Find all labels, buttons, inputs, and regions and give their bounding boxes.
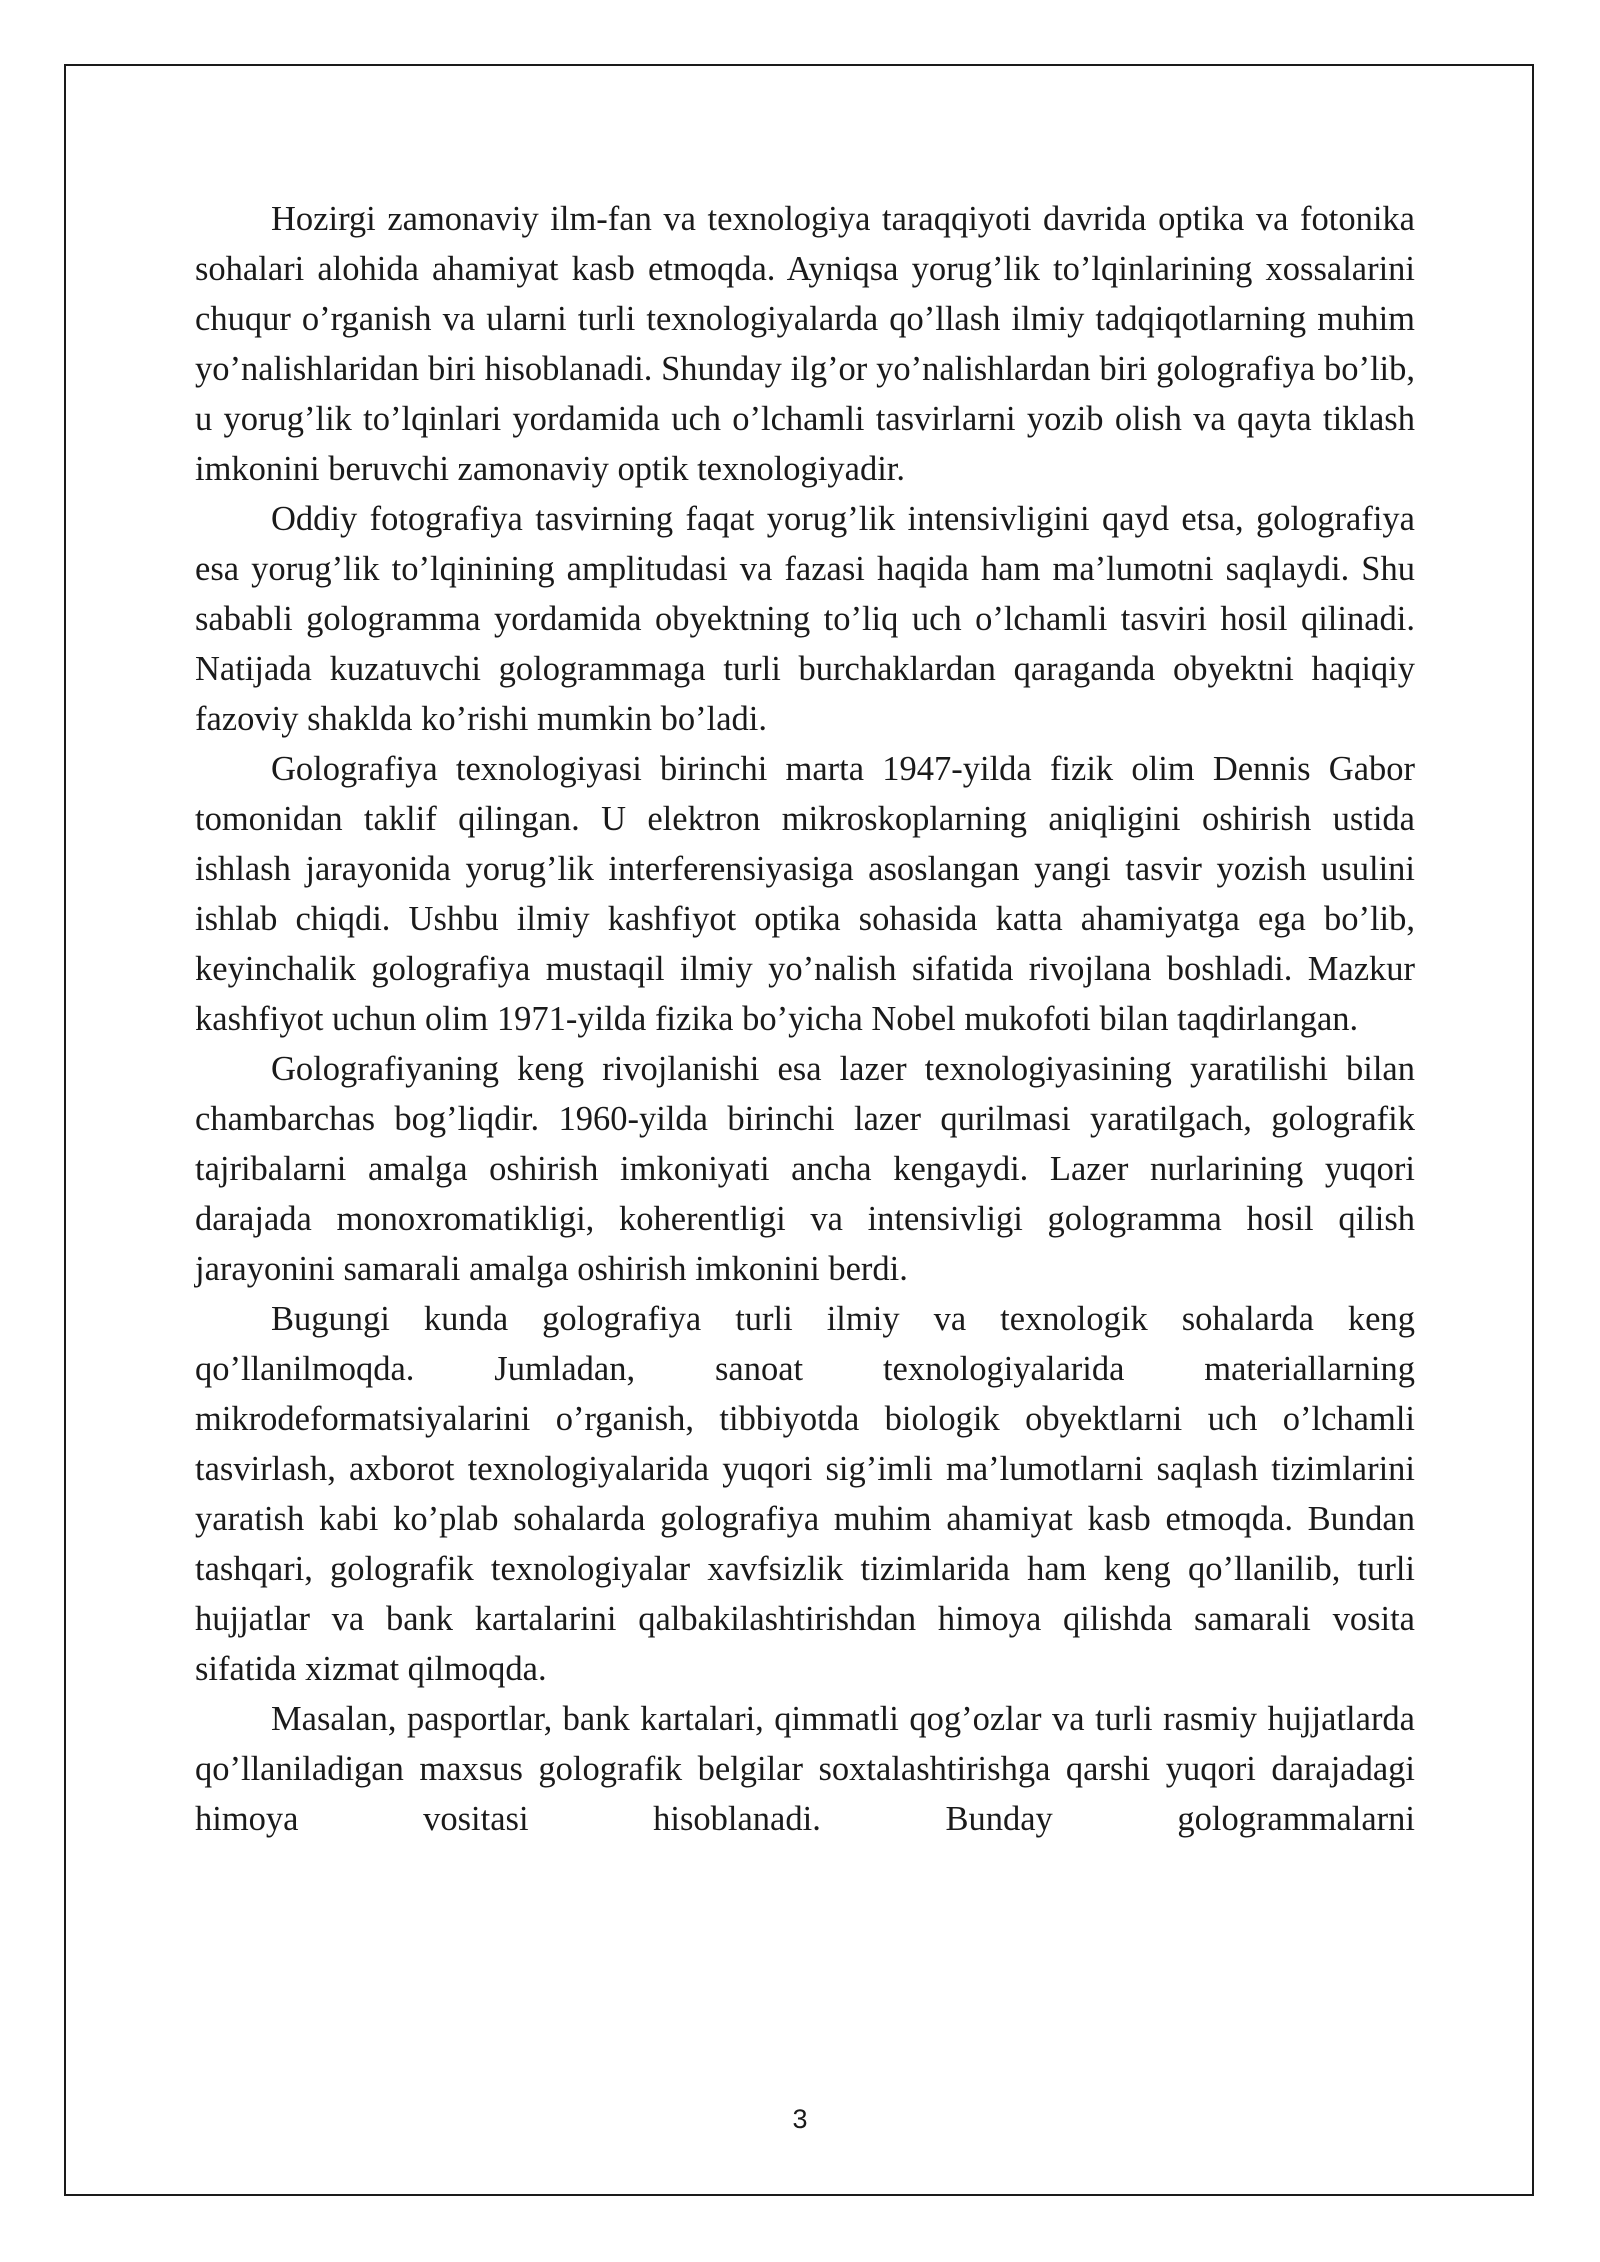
paragraph-fotografiya: Oddiy fotografiya tasvirning faqat yorug’lik intensivligini qayd etsa, golografiya esa yorug’lik to’lqinining amplitudasi va fazasi haqida ham ma’lumotni saqlaydi. Shu sababli gologramma yordamida obyektning to’liq uch o’lchamli tasviri hosil qilinadi. Natijada kuzatuvchi gologrammaga turli burchaklardan qaraganda obyektni haqiqiy fazoviy shaklda ko’rishi mumkin bo’ladi.	[195, 500, 1415, 738]
paragraph-gabor: Golografiya texnologiyasi birinchi marta 1947-yilda fizik olim Dennis Gabor tomonidan taklif qilingan. U elektron mikroskoplarning aniqligini oshirish ustida ishlash jarayonida yorug’lik interferensiyasiga asoslangan yangi tasvir yozish usulini ishlab chiqdi. Ushbu ilmiy kashfiyot optika sohasida katta ahamiyatga ega bo’lib, keyinchalik golografiya mustaqil ilmiy yo’nalish sifatida rivojlana boshladi. Mazkur kashfiyot uchun olim 1971-yilda fizika bo’yicha Nobel mukofoti bilan taqdirlangan.	[195, 750, 1415, 1038]
page-body	[195, 194, 1415, 1844]
paragraph-intro: Hozirgi zamonaviy ilm-fan va texnologiya taraqqiyoti davrida optika va fotonika sohalari alohida ahamiyat kasb etmoqda. Ayniqsa yorug’lik to’lqinlarining xossalarini chuqur o’rganish va ularni turli texnologiyalarda qo’llash ilmiy tadqiqotlarning muhim yo’nalishlaridan biri hisoblanadi. Shunday ilg’or yo’nalishlardan biri golografiya bo’lib, u yorug’lik to’lqinlari yordamida uch o’lchamli tasvirlarni yozib olish va qayta tiklash imkonini beruvchi zamonaviy optik texnologiyadir.	[195, 200, 1415, 488]
paragraph-lazer: Golografiyaning keng rivojlanishi esa lazer texnologiyasining yaratilishi bilan chambarchas bog’liqdir. 1960-yilda birinchi lazer qurilmasi yaratilgach, golografik tajribalarni amalga oshirish imkoniyati ancha kengaydi. Lazer nurlarining yuqori darajada monoxromatikligi, koherentligi va intensivligi gologramma hosil qilish jarayonini samarali amalga oshirish imkonini berdi.	[195, 1050, 1415, 1288]
paragraph-masalan: Masalan, pasportlar, bank kartalari, qimmatli qog’ozlar va turli rasmiy hujjatlarda qo’llaniladigan maxsus golografik belgilar soxtalashtirishga qarshi yuqori darajadagi himoya vositasi hisoblanadi. Bunday gologrammalarni	[195, 1700, 1415, 1838]
page-number: 3	[792, 2104, 808, 2134]
paragraph-qollanilishi: Bugungi kunda golografiya turli ilmiy va texnologik sohalarda keng qo’llanilmoqda. Jumladan, sanoat texnologiyalarida materiallarning mikrodeformatsiyalarini o’rganish, tibbiyotda biologik obyektlarni uch o’lchamli tasvirlash, axborot texnologiyalarida yuqori sig’imli ma’lumotlarni saqlash tizimlarini yaratish kabi ko’plab sohalarda golografiya muhim ahamiyat kasb etmoqda. Bundan tashqari, golografik texnologiyalar xavfsizlik tizimlarida ham keng qo’llanilib, turli hujjatlar va bank kartalarini qalbakilashtirishdan himoya qilishda samarali vosita sifatida xizmat qilmoqda.	[195, 1300, 1415, 1688]
